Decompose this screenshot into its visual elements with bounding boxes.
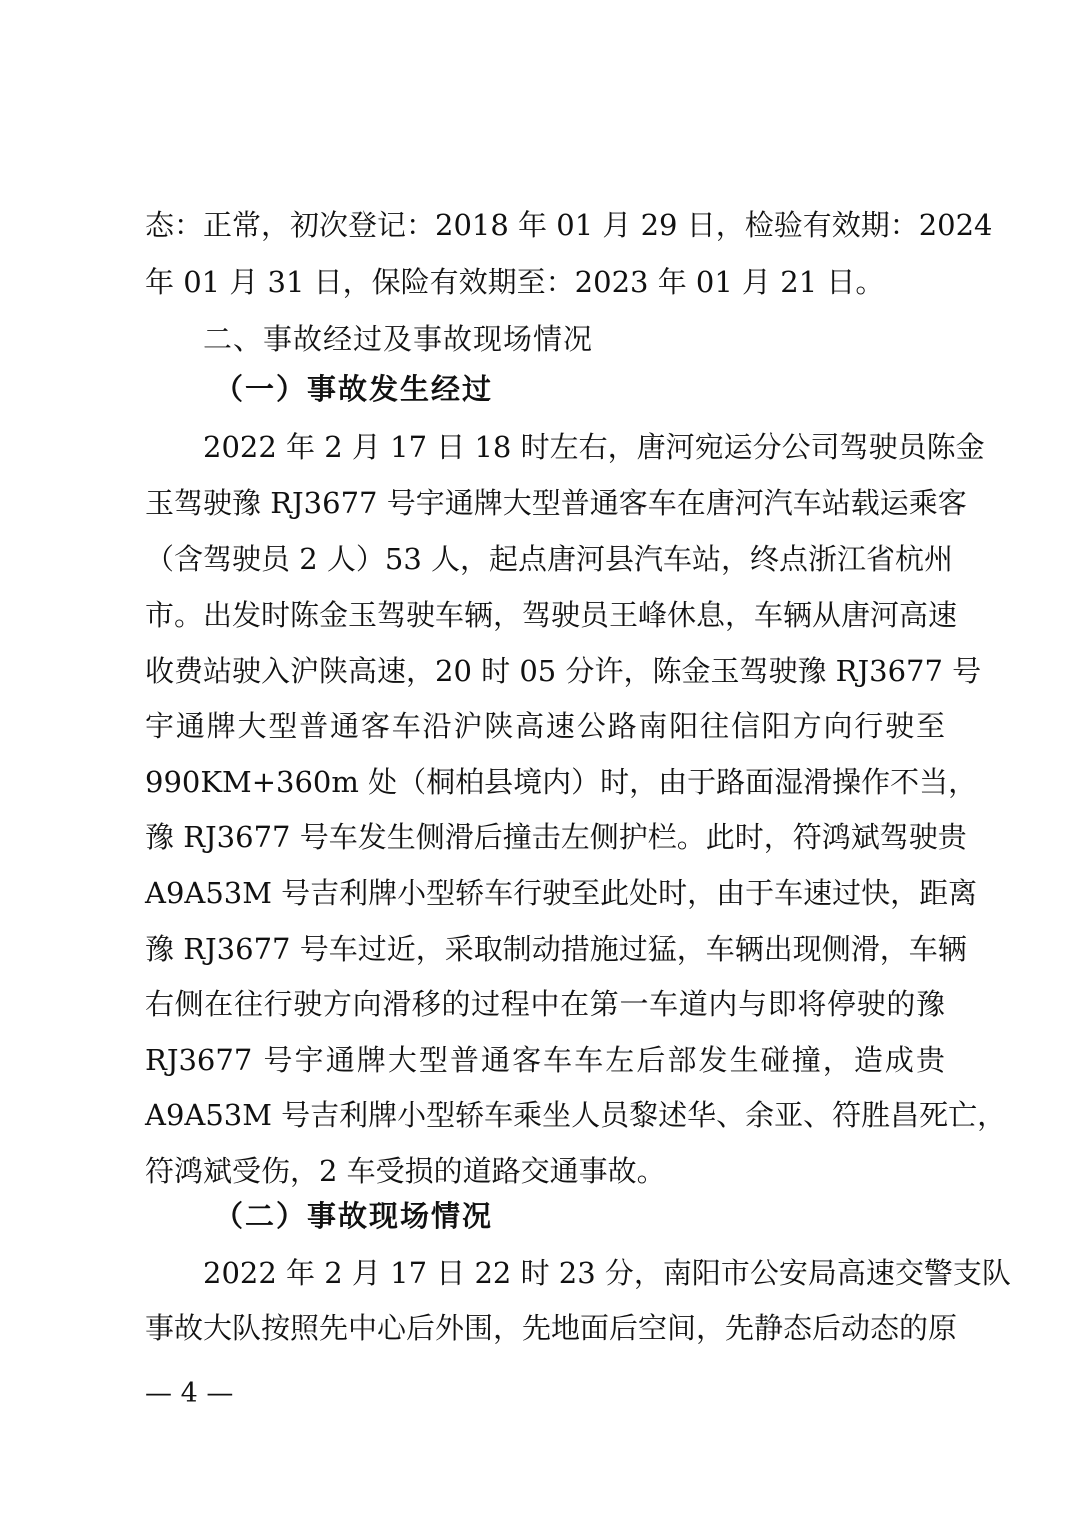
body-line: 符鸿斌受伤，2 车受损的道路交通事故。	[145, 1154, 666, 1188]
body-line: 宇通牌大型普通客车沿沪陕高速公路南阳往信阳方向行驶至	[145, 709, 945, 743]
body-line: 收费站驶入沪陕高速，20 时 05 分许，陈金玉驾驶豫 RJ3677 号	[145, 654, 982, 688]
body-line: 态：正常，初次登记：2018 年 01 月 29 日，检验有效期：2024	[145, 208, 993, 242]
body-line: A9A53M 号吉利牌小型轿车乘坐人员黎述华、余亚、符胜昌死亡，	[145, 1098, 1007, 1132]
body-line: 豫 RJ3677 号车发生侧滑后撞击左侧护栏。此时，符鸿斌驾驶贵	[145, 820, 967, 854]
body-line: 2022 年 2 月 17 日 18 时左右，唐河宛运分公司驾驶员陈金	[203, 430, 985, 464]
section-heading: 二、事故经过及事故现场情况	[203, 322, 594, 356]
body-line: 玉驾驶豫 RJ3677 号宇通牌大型普通客车在唐河汽车站载运乘客	[145, 486, 967, 520]
subsection-heading-2: （二）事故现场情况	[214, 1199, 494, 1233]
body-line: 右侧在往行驶方向滑移的过程中在第一车道内与即将停驶的豫	[145, 987, 945, 1021]
body-line: A9A53M 号吉利牌小型轿车行驶至此处时，由于车速过快，距离	[145, 876, 978, 910]
page-number: — 4 —	[145, 1378, 234, 1409]
body-line: 2022 年 2 月 17 日 22 时 23 分，南阳市公安局高速交警支队	[203, 1256, 1011, 1290]
body-line: 豫 RJ3677 号车过近，采取制动措施过猛，车辆出现侧滑，车辆	[145, 932, 967, 966]
body-line: RJ3677 号宇通牌大型普通客车车左后部发生碰撞，造成贵	[145, 1043, 945, 1077]
body-line: 市。出发时陈金玉驾驶车辆，驾驶员王峰休息，车辆从唐河高速	[145, 598, 958, 632]
body-line: 事故大队按照先中心后外围，先地面后空间，先静态后动态的原	[145, 1311, 958, 1345]
body-line: （含驾驶员 2 人）53 人，起点唐河县汽车站，终点浙江省杭州	[145, 542, 954, 576]
subsection-heading-1: （一）事故发生经过	[214, 372, 494, 406]
body-line: 990KM+360m 处（桐柏县境内）时，由于路面湿滑操作不当，	[145, 765, 978, 799]
body-line: 年 01 月 31 日，保险有效期至：2023 年 01 月 21 日。	[145, 265, 885, 299]
